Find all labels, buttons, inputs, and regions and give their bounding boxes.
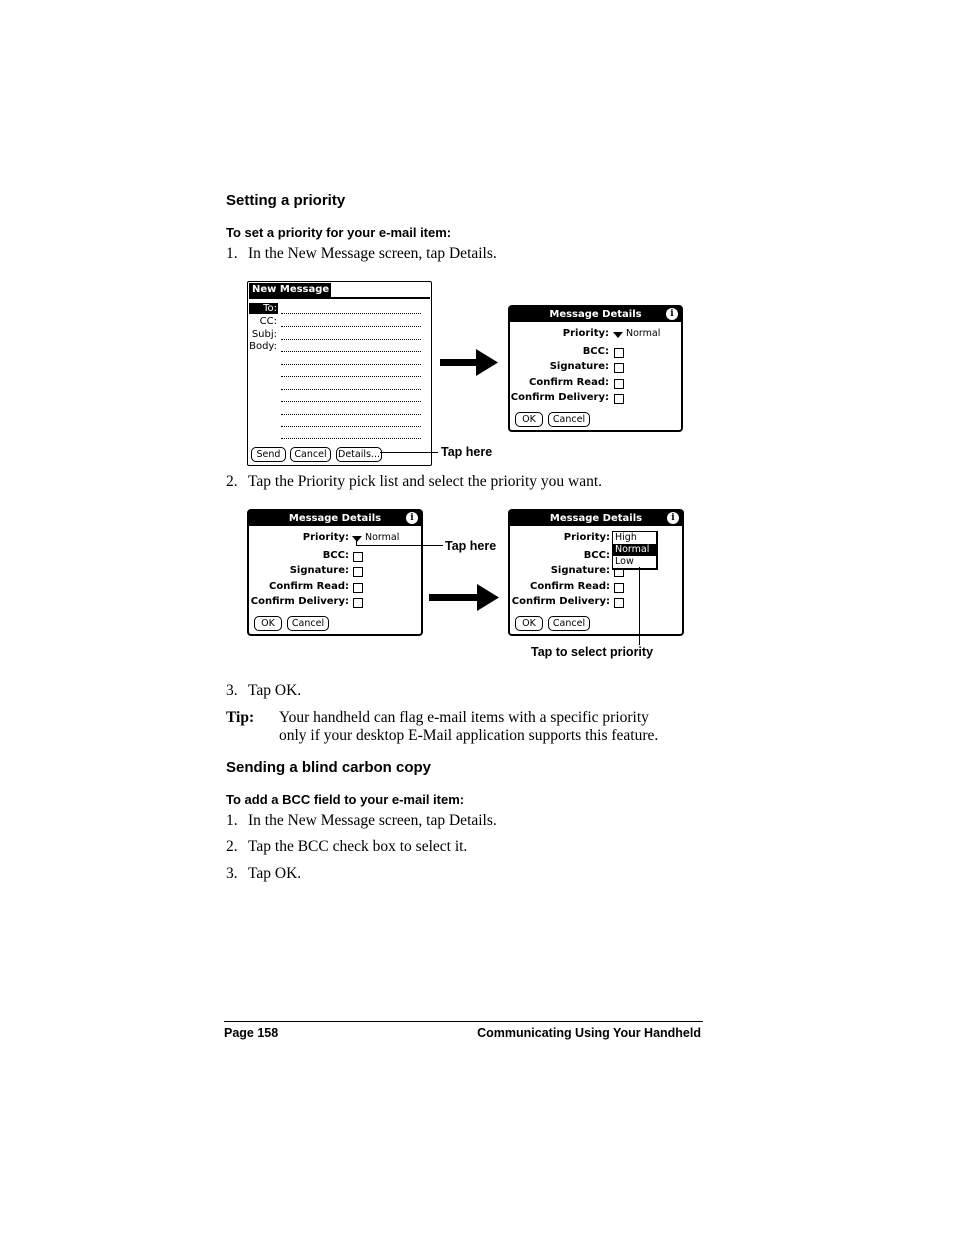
- signature-checkbox[interactable]: [614, 363, 624, 373]
- confirm-delivery-label: Confirm Delivery:: [510, 392, 609, 403]
- bcc-checkbox[interactable]: [614, 348, 624, 358]
- body-line[interactable]: [281, 426, 421, 427]
- confirm-delivery-checkbox[interactable]: [614, 598, 624, 608]
- footer-rule: [224, 1021, 703, 1022]
- message-details-title: Message Details: [249, 511, 421, 526]
- arrow-right-icon: [429, 584, 501, 612]
- cc-input[interactable]: [281, 326, 421, 327]
- chapter-title: Communicating Using Your Handheld: [477, 1026, 701, 1040]
- info-icon[interactable]: i: [666, 308, 678, 320]
- priority-option-high[interactable]: High: [615, 532, 637, 543]
- ok-button[interactable]: OK: [254, 616, 282, 631]
- page-number: Page 158: [224, 1026, 279, 1040]
- bcc-label: BCC:: [583, 550, 610, 561]
- step-2: 2. Tap the Priority pick list and select the priority you want.: [226, 473, 603, 490]
- priority-label: Priority:: [563, 532, 610, 543]
- confirm-delivery-checkbox[interactable]: [614, 394, 624, 404]
- body-line[interactable]: [281, 438, 421, 439]
- new-message-screen: [247, 281, 432, 466]
- body-line[interactable]: [281, 414, 421, 415]
- callout-tap-here: Tap here: [445, 539, 497, 553]
- signature-label: Signature:: [550, 565, 610, 576]
- bcc-label: BCC:: [322, 550, 349, 561]
- cancel-button[interactable]: Cancel: [548, 616, 590, 631]
- subj-label[interactable]: Subj:: [251, 329, 277, 340]
- cc-label[interactable]: CC:: [259, 316, 277, 327]
- priority-value[interactable]: Normal: [365, 532, 400, 543]
- priority-option-normal[interactable]: Normal: [613, 544, 656, 556]
- procedure-heading-priority: To set a priority for your e-mail item:: [226, 225, 452, 240]
- body-line[interactable]: [281, 389, 421, 390]
- confirm-read-checkbox[interactable]: [614, 583, 624, 593]
- arrow-right-icon: [440, 349, 500, 377]
- callout-line: [639, 567, 640, 645]
- section-heading-bcc: Sending a blind carbon copy: [226, 759, 432, 776]
- chevron-down-icon[interactable]: [352, 536, 362, 542]
- callout-line: [356, 545, 443, 546]
- cancel-button[interactable]: Cancel: [290, 447, 331, 462]
- step-2: 2. Tap the BCC check box to select it.: [226, 838, 468, 855]
- to-input[interactable]: [281, 313, 421, 314]
- body-line[interactable]: [281, 351, 421, 352]
- subj-input[interactable]: [281, 339, 421, 340]
- info-icon[interactable]: i: [406, 512, 418, 524]
- tip-text-line-2: only if your desktop E-Mail application supports this feature.: [279, 727, 659, 744]
- send-button[interactable]: Send: [251, 447, 286, 462]
- message-details-title: Message Details: [510, 307, 681, 322]
- confirm-delivery-label: Confirm Delivery:: [250, 596, 349, 607]
- callout-line: [380, 452, 438, 453]
- step-1: 1. In the New Message screen, tap Details.: [226, 812, 497, 829]
- info-icon[interactable]: i: [667, 512, 679, 524]
- tip-text-line-1: Your handheld can flag e-mail items with a specific priority: [279, 709, 649, 726]
- signature-checkbox[interactable]: [353, 567, 363, 577]
- section-heading-priority: Setting a priority: [226, 192, 346, 209]
- body-label: Body:: [249, 341, 277, 352]
- signature-label: Signature:: [289, 565, 349, 576]
- confirm-read-label: Confirm Read:: [529, 377, 609, 388]
- new-message-title: New Message: [249, 283, 331, 297]
- details-button[interactable]: Details...: [338, 449, 380, 460]
- ok-button[interactable]: OK: [515, 616, 543, 631]
- to-label[interactable]: To:: [263, 303, 277, 314]
- confirm-read-checkbox[interactable]: [614, 379, 624, 389]
- confirm-delivery-checkbox[interactable]: [353, 598, 363, 608]
- step-3: 3. Tap OK.: [226, 865, 302, 882]
- cancel-button[interactable]: Cancel: [548, 412, 590, 427]
- callout-line: [356, 539, 357, 545]
- priority-label: Priority:: [302, 532, 349, 543]
- priority-value[interactable]: Normal: [626, 328, 661, 339]
- chevron-down-icon[interactable]: [613, 332, 623, 338]
- signature-label: Signature:: [549, 361, 609, 372]
- body-line[interactable]: [281, 401, 421, 402]
- body-line[interactable]: [281, 376, 421, 377]
- priority-popup-list: [612, 531, 658, 570]
- tip-label: Tip:: [226, 709, 255, 726]
- priority-option-low[interactable]: Low: [615, 556, 634, 567]
- message-details-screen: [508, 305, 683, 432]
- title-divider: [249, 297, 430, 299]
- message-details-title: Message Details: [510, 511, 682, 526]
- message-details-screen: [508, 509, 684, 636]
- message-details-screen: [247, 509, 423, 636]
- callout-tap-here: Tap here: [441, 445, 493, 459]
- confirm-read-label: Confirm Read:: [269, 581, 349, 592]
- ok-button[interactable]: OK: [515, 412, 543, 427]
- step-1: 1. In the New Message screen, tap Details.: [226, 245, 497, 262]
- bcc-checkbox[interactable]: [353, 552, 363, 562]
- callout-tap-select-priority: Tap to select priority: [531, 645, 654, 659]
- procedure-heading-bcc: To add a BCC field to your e-mail item:: [226, 792, 465, 807]
- confirm-read-label: Confirm Read:: [530, 581, 610, 592]
- cancel-button[interactable]: Cancel: [287, 616, 329, 631]
- priority-label: Priority:: [562, 328, 609, 339]
- bcc-label: BCC:: [582, 346, 609, 357]
- body-line[interactable]: [281, 364, 421, 365]
- step-3: 3. Tap OK.: [226, 682, 302, 699]
- confirm-read-checkbox[interactable]: [353, 583, 363, 593]
- confirm-delivery-label: Confirm Delivery:: [511, 596, 610, 607]
